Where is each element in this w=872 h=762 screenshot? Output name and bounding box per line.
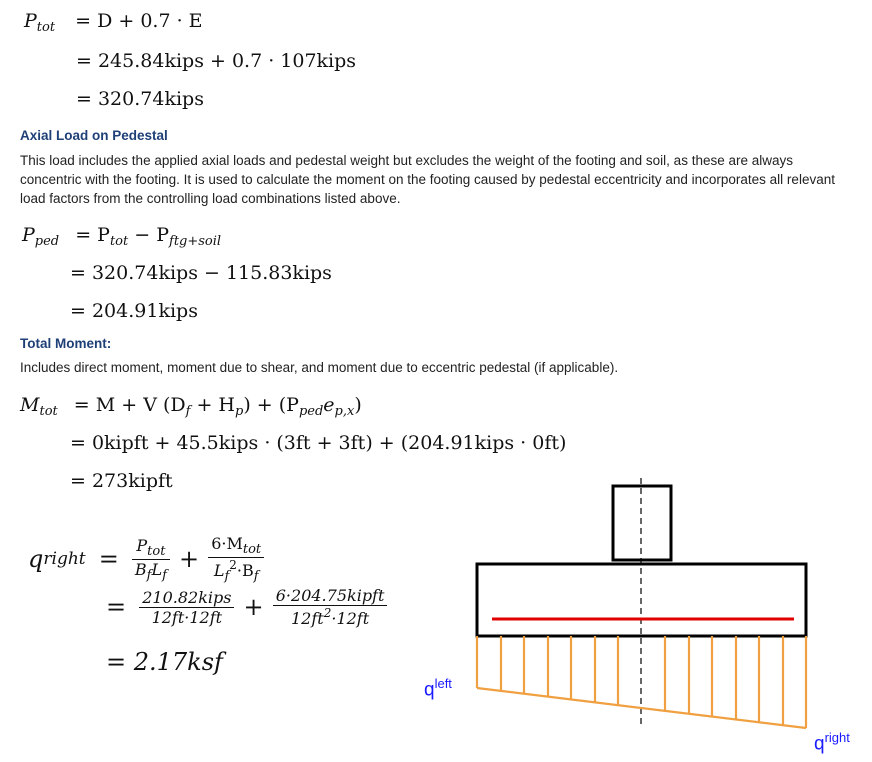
eq-qright-frac4 <box>273 586 388 628</box>
eq-mtot-line1-sub-d: f <box>185 404 191 419</box>
section-text-axial-load: This load includes the applied axial loads and pedestal weight but excludes the weight of the footing and soil, as these are always concentric with the footing. It is used to calculate the moment on the footing caused by pedestal eccentricity and incorporates all relevant load factors from the controlling load combinations listed above. <box>20 153 835 206</box>
eq-ptot-line1: = D + 0.7 · E <box>75 10 203 32</box>
q-right-label <box>814 730 850 755</box>
footing-diagram <box>440 478 860 758</box>
f1-den2: L <box>151 559 163 579</box>
section-text-total-moment: Includes direct moment, moment due to shear, and moment due to eccentric pedestal (if applicable). <box>20 360 619 375</box>
eq-mtot-lhs-sub: tot <box>39 404 58 419</box>
l2-f2-den: 12ft <box>291 609 324 628</box>
eq-ptot-line2: = 245.84kips + 0.7 · 107kips <box>76 50 357 72</box>
eq-pped-lhs: P <box>22 224 35 246</box>
eq-mtot-line1-mid: + H <box>190 394 236 416</box>
eq-ptot-lhs-sub: tot <box>36 20 56 35</box>
f2-den: L <box>213 561 225 580</box>
eq-mtot-line1-end: ) <box>354 394 362 416</box>
pedestal <box>613 486 671 560</box>
eq-qright-line2 <box>106 586 387 628</box>
eq-mtot-line1-sub-p: ped <box>298 404 324 419</box>
q-left-label <box>424 676 452 701</box>
eq-qright-eq2: = <box>106 593 127 621</box>
section-heading-axial-load: Axial Load on Pedestal <box>20 128 168 143</box>
f1-den2-sub: f <box>162 567 167 583</box>
eq-mtot-lhs: M <box>20 394 40 416</box>
eq-qright-lhs-sub: right <box>43 549 86 569</box>
l2-f1-num: 210.82kips <box>139 588 234 608</box>
f2-num: 6·M <box>211 534 243 553</box>
eq-pped-lhs-sub: ped <box>34 234 60 249</box>
q-left-sup: left <box>434 676 452 691</box>
f1-den: B <box>134 559 147 579</box>
l2-f1-den: 12ft·12ft <box>151 607 223 627</box>
eq-qright-lhs: q <box>28 545 44 573</box>
eq-pped-line2: = 320.74kips − 115.83kips <box>70 262 332 284</box>
eq-qright-frac1 <box>132 536 170 583</box>
eq-qright-line1 <box>28 534 264 584</box>
eq-mtot-line1-mid2: ) + (P <box>243 394 299 416</box>
f1-num: P <box>136 535 148 555</box>
eq-pped-line1-sub-b: ftg+soil <box>169 234 222 249</box>
f2-num-sub: tot <box>242 542 262 557</box>
f1-den-sub: f <box>146 567 152 583</box>
eq-pped-line1-sub-a: tot <box>109 234 129 249</box>
section-heading-total-moment: Total Moment: <box>20 336 112 351</box>
eq-mtot-line1-sub-e: p,x <box>334 404 355 419</box>
eq-qright-eq1: = <box>98 545 119 573</box>
eq-qright-frac3 <box>139 588 234 627</box>
eq-pped-line1-a: = P <box>75 224 110 246</box>
f2-den2: ·B <box>236 561 254 580</box>
eq-qright-plus2: + <box>243 593 264 621</box>
l2-f2-num: 6·204.75kipft <box>273 586 388 606</box>
eq-qright-frac2 <box>208 534 264 584</box>
f1-num-sub: tot <box>147 543 166 559</box>
eq-pped-line3: = 204.91kips <box>70 300 198 322</box>
eq-mtot-line1-e: e <box>323 394 335 416</box>
eq-ptot <box>24 10 203 35</box>
eq-ptot-line3: = 320.74kips <box>76 88 204 110</box>
eq-qright-result: = 2.17ksf <box>106 648 223 676</box>
eq-mtot-line3: = 273kipft <box>70 470 173 492</box>
f2-den2-sub: f <box>253 569 259 584</box>
q-left-letter: q <box>424 679 435 701</box>
q-right-letter: q <box>814 733 825 755</box>
q-right-sup: right <box>824 730 850 745</box>
eq-pped-line1-b: − P <box>128 224 170 246</box>
l2-f2-den-sup: 2 <box>323 606 332 620</box>
eq-qright-plus1: + <box>179 545 200 573</box>
eq-pped <box>22 224 221 249</box>
eq-mtot-line1: = M + V (D <box>73 394 186 416</box>
eq-mtot-line2: = 0kipft + 45.5kips · (3ft + 3ft) + (204.91kips · 0ft) <box>70 432 567 454</box>
f2-den-sup: 2 <box>229 558 237 572</box>
eq-mtot-line1-sub-h: p <box>235 404 244 419</box>
eq-ptot-lhs: P <box>24 10 37 32</box>
f2-den-sub: f <box>224 569 230 584</box>
eq-mtot <box>20 394 362 419</box>
l2-f2-den2: ·12ft <box>331 609 370 628</box>
